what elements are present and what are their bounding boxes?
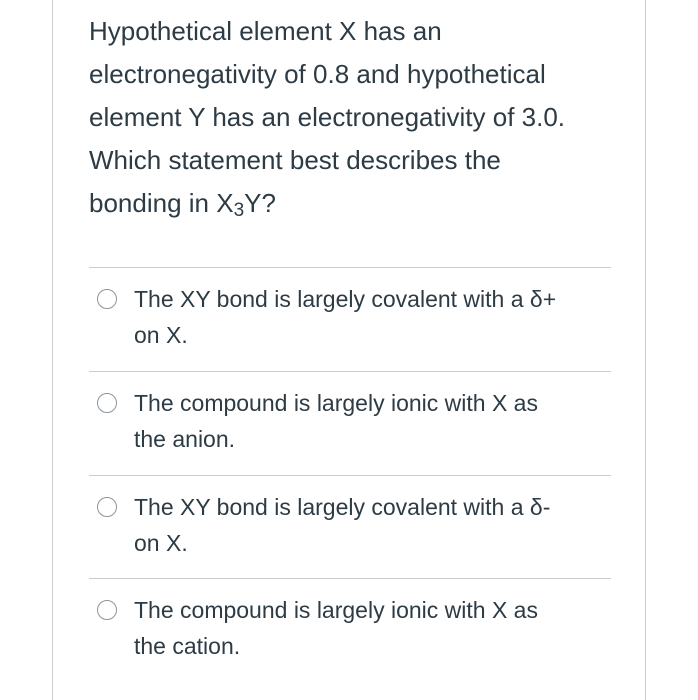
answer-line: The XY bond is largely covalent with a δ- xyxy=(134,494,551,520)
answer-line: the cation. xyxy=(134,633,241,659)
question-line: Which statement best describes the xyxy=(89,145,501,175)
question-line xyxy=(89,182,619,225)
radio-button-icon[interactable] xyxy=(97,497,117,517)
answer-divider xyxy=(89,371,611,372)
question-line: electronegativity of 0.8 and hypothetical xyxy=(89,59,546,89)
answer-option-4[interactable] xyxy=(97,592,617,672)
answer-option-text xyxy=(134,489,604,561)
question-formula-subscript: 3 xyxy=(233,200,245,221)
question-formula-prefix: bonding in X xyxy=(89,188,234,218)
answer-option-2[interactable] xyxy=(97,385,617,465)
radio-button-icon[interactable] xyxy=(97,393,117,413)
question-formula-suffix: Y? xyxy=(244,188,276,218)
answer-option-text xyxy=(134,592,604,664)
radio-button-icon[interactable] xyxy=(97,600,117,620)
answer-line: on X. xyxy=(134,530,188,556)
question-text xyxy=(89,10,619,225)
answer-line: The compound is largely ionic with X as xyxy=(134,597,538,623)
answer-line: The XY bond is largely covalent with a δ+ xyxy=(134,286,557,312)
answer-divider xyxy=(89,267,611,268)
answer-line: the anion. xyxy=(134,426,236,452)
answer-option-text xyxy=(134,385,604,457)
question-line: element Y has an electronegativity of 3.0. xyxy=(89,102,566,132)
answer-divider xyxy=(89,475,611,476)
answer-line: The compound is largely ionic with X as xyxy=(134,390,538,416)
radio-button-icon[interactable] xyxy=(97,289,117,309)
answer-option-3[interactable] xyxy=(97,489,617,569)
answer-divider xyxy=(89,578,611,579)
question-line: Hypothetical element X has an xyxy=(89,16,442,46)
answer-option-1[interactable] xyxy=(97,281,617,361)
quiz-question-card xyxy=(52,0,646,700)
answer-line: on X. xyxy=(134,322,188,348)
answer-option-text xyxy=(134,281,604,353)
